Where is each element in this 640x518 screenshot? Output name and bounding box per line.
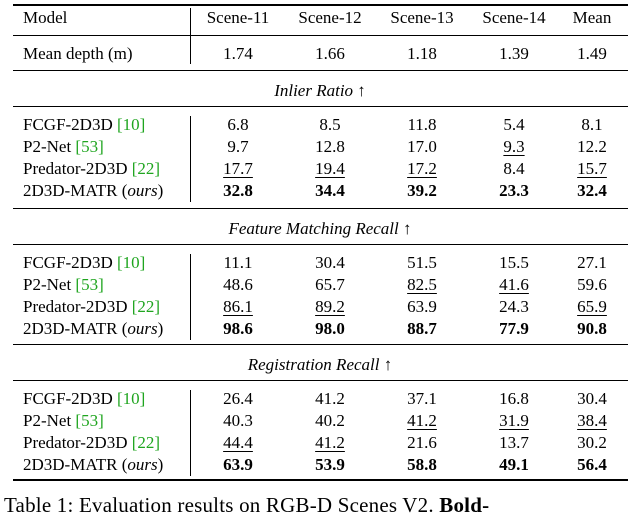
depth-value: 1.66 (315, 44, 345, 63)
method-label: P2-Net (23, 137, 76, 156)
method-name (23, 455, 163, 475)
value-cell: 89.2 (315, 297, 345, 316)
value-cell: 32.4 (577, 181, 607, 200)
method-name (23, 389, 145, 409)
citation-link[interactable]: [53] (75, 275, 104, 294)
citation-link[interactable]: [53] (75, 137, 104, 156)
value-cell: 23.3 (499, 181, 529, 200)
value-cell: 98.0 (315, 319, 345, 338)
value-cell: 17.0 (407, 137, 437, 156)
header-scene-12: Scene-12 (298, 8, 362, 27)
citation-link[interactable]: [22] (131, 297, 161, 316)
caption-bold-text: Bold- (439, 493, 490, 517)
value-cell: 41.2 (315, 389, 345, 408)
method-label: 2D3D-MATR ( (23, 181, 128, 200)
citation-link[interactable]: [22] (131, 433, 161, 452)
value-cell: 6.8 (227, 115, 249, 134)
method-name (23, 297, 160, 317)
value-cell: 31.9 (499, 411, 529, 430)
depth-value: 1.39 (499, 44, 529, 63)
value-cell: 30.4 (315, 253, 345, 272)
method-name (23, 411, 104, 431)
value-cell: 17.7 (223, 159, 253, 178)
value-cell: 24.3 (499, 297, 529, 316)
value-cell: 13.7 (499, 433, 529, 452)
header-scene-14: Scene-14 (482, 8, 546, 27)
value-cell: 12.2 (577, 137, 607, 156)
method-name (23, 181, 163, 201)
value-cell: 88.7 (407, 319, 437, 338)
value-cell: 21.6 (407, 433, 437, 452)
value-cell: 11.1 (223, 253, 253, 272)
depth-value: 1.18 (407, 44, 437, 63)
table-caption (4, 492, 489, 518)
value-cell: 34.4 (315, 181, 345, 200)
method-suffix: ) (157, 181, 164, 200)
section-rule (13, 344, 628, 345)
method-name (23, 159, 160, 179)
value-cell: 90.8 (577, 319, 607, 338)
value-cell: 19.4 (315, 159, 345, 178)
section-rule (13, 208, 628, 209)
value-cell: 12.8 (315, 137, 345, 156)
header-model: Model (23, 8, 68, 27)
method-name (23, 137, 104, 157)
section-rule (13, 106, 628, 107)
top-rule (13, 4, 628, 6)
value-cell: 30.2 (577, 433, 607, 452)
value-cell: 27.1 (577, 253, 607, 272)
method-label: FCGF-2D3D (23, 115, 117, 134)
method-suffix: ) (157, 455, 164, 474)
value-cell: 41.6 (499, 275, 529, 294)
header-mean: Mean (572, 8, 612, 27)
method-label: P2-Net (23, 275, 76, 294)
header-rule (13, 35, 628, 36)
method-name (23, 115, 145, 135)
section-rule (13, 244, 628, 245)
value-cell: 53.9 (315, 455, 345, 474)
value-cell: 63.9 (407, 297, 437, 316)
citation-link[interactable]: [10] (117, 253, 146, 272)
method-label: 2D3D-MATR ( (23, 319, 128, 338)
value-cell: 41.2 (315, 433, 345, 452)
value-cell: 8.1 (581, 115, 603, 134)
header-scene-13: Scene-13 (390, 8, 454, 27)
value-cell: 63.9 (223, 455, 253, 474)
value-cell: 8.5 (319, 115, 341, 134)
value-cell: 40.3 (223, 411, 253, 430)
method-name (23, 433, 160, 453)
method-name (23, 275, 104, 295)
method-label: Predator-2D3D (23, 433, 132, 452)
value-cell: 39.2 (407, 181, 437, 200)
citation-link[interactable]: [22] (131, 159, 161, 178)
value-cell: 65.9 (577, 297, 607, 316)
value-cell: 8.4 (503, 159, 525, 178)
value-cell: 51.5 (407, 253, 437, 272)
value-cell: 58.8 (407, 455, 437, 474)
value-cell: 17.2 (407, 159, 437, 178)
value-cell: 49.1 (499, 455, 529, 474)
method-ours-label: ours (127, 319, 158, 338)
column-divider (190, 390, 191, 476)
method-label: Predator-2D3D (23, 159, 132, 178)
method-ours-label: ours (127, 455, 158, 474)
value-cell: 30.4 (577, 389, 607, 408)
value-cell: 44.4 (223, 433, 253, 452)
section-rule (13, 380, 628, 381)
citation-link[interactable]: [53] (75, 411, 104, 430)
citation-link[interactable]: [10] (117, 115, 146, 134)
method-label: Predator-2D3D (23, 297, 132, 316)
method-ours-label: ours (127, 181, 158, 200)
value-cell: 38.4 (577, 411, 607, 430)
value-cell: 82.5 (407, 275, 437, 294)
value-cell: 15.5 (499, 253, 529, 272)
header-scene-11: Scene-11 (206, 8, 270, 27)
value-cell: 65.7 (315, 275, 345, 294)
method-label: FCGF-2D3D (23, 389, 117, 408)
value-cell: 11.8 (407, 115, 437, 134)
value-cell: 48.6 (223, 275, 253, 294)
value-cell: 86.1 (223, 297, 253, 316)
method-label: 2D3D-MATR ( (23, 455, 128, 474)
value-cell: 37.1 (407, 389, 437, 408)
value-cell: 41.2 (407, 411, 437, 430)
section-rule (13, 70, 628, 71)
section-title: Inlier Ratio ↑ (274, 81, 366, 100)
depth-value: 1.49 (577, 44, 607, 63)
value-cell: 9.7 (227, 137, 249, 156)
value-cell: 59.6 (577, 275, 607, 294)
value-cell: 26.4 (223, 389, 253, 408)
value-cell: 98.6 (223, 319, 253, 338)
value-cell: 9.3 (503, 137, 525, 156)
value-cell: 15.7 (577, 159, 607, 178)
column-divider (190, 254, 191, 340)
citation-link[interactable]: [10] (117, 389, 146, 408)
column-divider (190, 8, 191, 64)
column-divider (190, 116, 191, 202)
value-cell: 5.4 (503, 115, 525, 134)
section-title: Feature Matching Recall ↑ (228, 219, 412, 238)
method-label: P2-Net (23, 411, 76, 430)
value-cell: 16.8 (499, 389, 529, 408)
method-suffix: ) (157, 319, 164, 338)
bottom-rule (13, 479, 628, 481)
depth-label: Mean depth (m) (23, 44, 133, 63)
method-name (23, 253, 145, 273)
depth-value: 1.74 (223, 44, 253, 63)
value-cell: 56.4 (577, 455, 607, 474)
section-title: Registration Recall ↑ (247, 355, 393, 374)
method-label: FCGF-2D3D (23, 253, 117, 272)
value-cell: 32.8 (223, 181, 253, 200)
value-cell: 77.9 (499, 319, 529, 338)
method-name (23, 319, 163, 339)
value-cell: 40.2 (315, 411, 345, 430)
caption-text: Table 1: Evaluation results on RGB-D Scenes V2. (4, 493, 440, 517)
